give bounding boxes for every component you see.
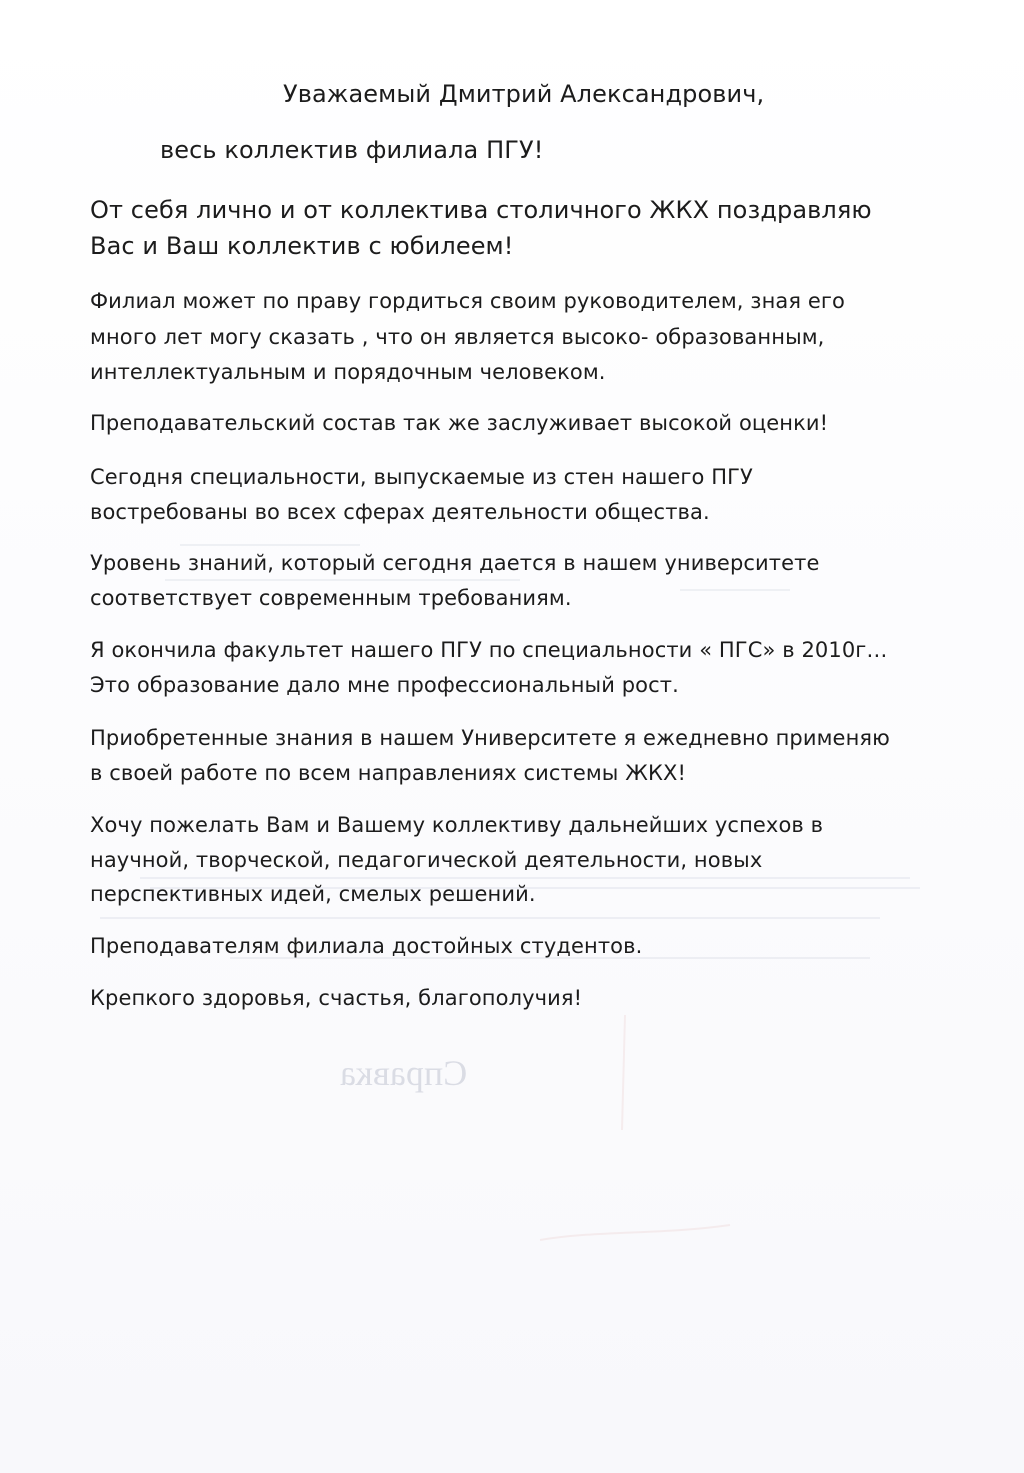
paragraph-7-line-2: научной, творческой, педагогической деятельности, новых xyxy=(90,848,763,872)
paragraph-1-line-2: много лет могу сказать , что он является высоко- образованным, xyxy=(90,325,825,349)
paragraph-5-line-2: Это образование дало мне профессиональный рост. xyxy=(90,673,679,697)
intro-line-1: От себя лично и от коллектива столичного ЖКХ поздравляю xyxy=(90,196,872,224)
paragraph-3-line-2: востребованы во всех сферах деятельности общества. xyxy=(90,500,710,524)
paragraph-7-line-3: перспективных идей, смелых решений. xyxy=(90,882,536,906)
paragraph-4-line-1: Уровень знаний, который сегодня дается в нашем университете xyxy=(90,551,820,575)
paragraph-4-line-2: соответствует современным требованиям. xyxy=(90,586,572,610)
paragraph-5-line-1: Я окончила факультет нашего ПГУ по специальности « ПГС» в 2010г… xyxy=(90,638,888,662)
paragraph-2-line-1: Преподавательский состав так же заслуживает высокой оценки! xyxy=(90,411,829,435)
paragraph-8-line-1: Преподавателям филиала достойных студентов. xyxy=(90,934,643,958)
salutation-line-2: весь коллектив филиала ПГУ! xyxy=(160,136,544,164)
reverse-side-heading: Справка xyxy=(340,1053,468,1093)
paragraph-9-line-1: Крепкого здоровья, счастья, благополучия! xyxy=(90,986,583,1010)
intro-line-2: Вас и Ваш коллектив с юбилеем! xyxy=(90,232,514,260)
paragraph-1-line-3: интеллектуальным и порядочным человеком. xyxy=(90,360,606,384)
paragraph-6-line-1: Приобретенные знания в нашем Университете я ежедневно применяю xyxy=(90,726,890,750)
paragraph-7-line-1: Хочу пожелать Вам и Вашему коллективу дальнейших успехов в xyxy=(90,813,824,837)
paragraph-3-line-1: Сегодня специальности, выпускаемые из стен нашего ПГУ xyxy=(90,465,753,489)
paragraph-6-line-2: в своей работе по всем направлениях системы ЖКХ! xyxy=(90,761,686,785)
salutation-line-1: Уважаемый Дмитрий Александрович, xyxy=(283,80,765,108)
paragraph-1-line-1: Филиал может по праву гордиться своим руководителем, зная его xyxy=(90,289,845,313)
